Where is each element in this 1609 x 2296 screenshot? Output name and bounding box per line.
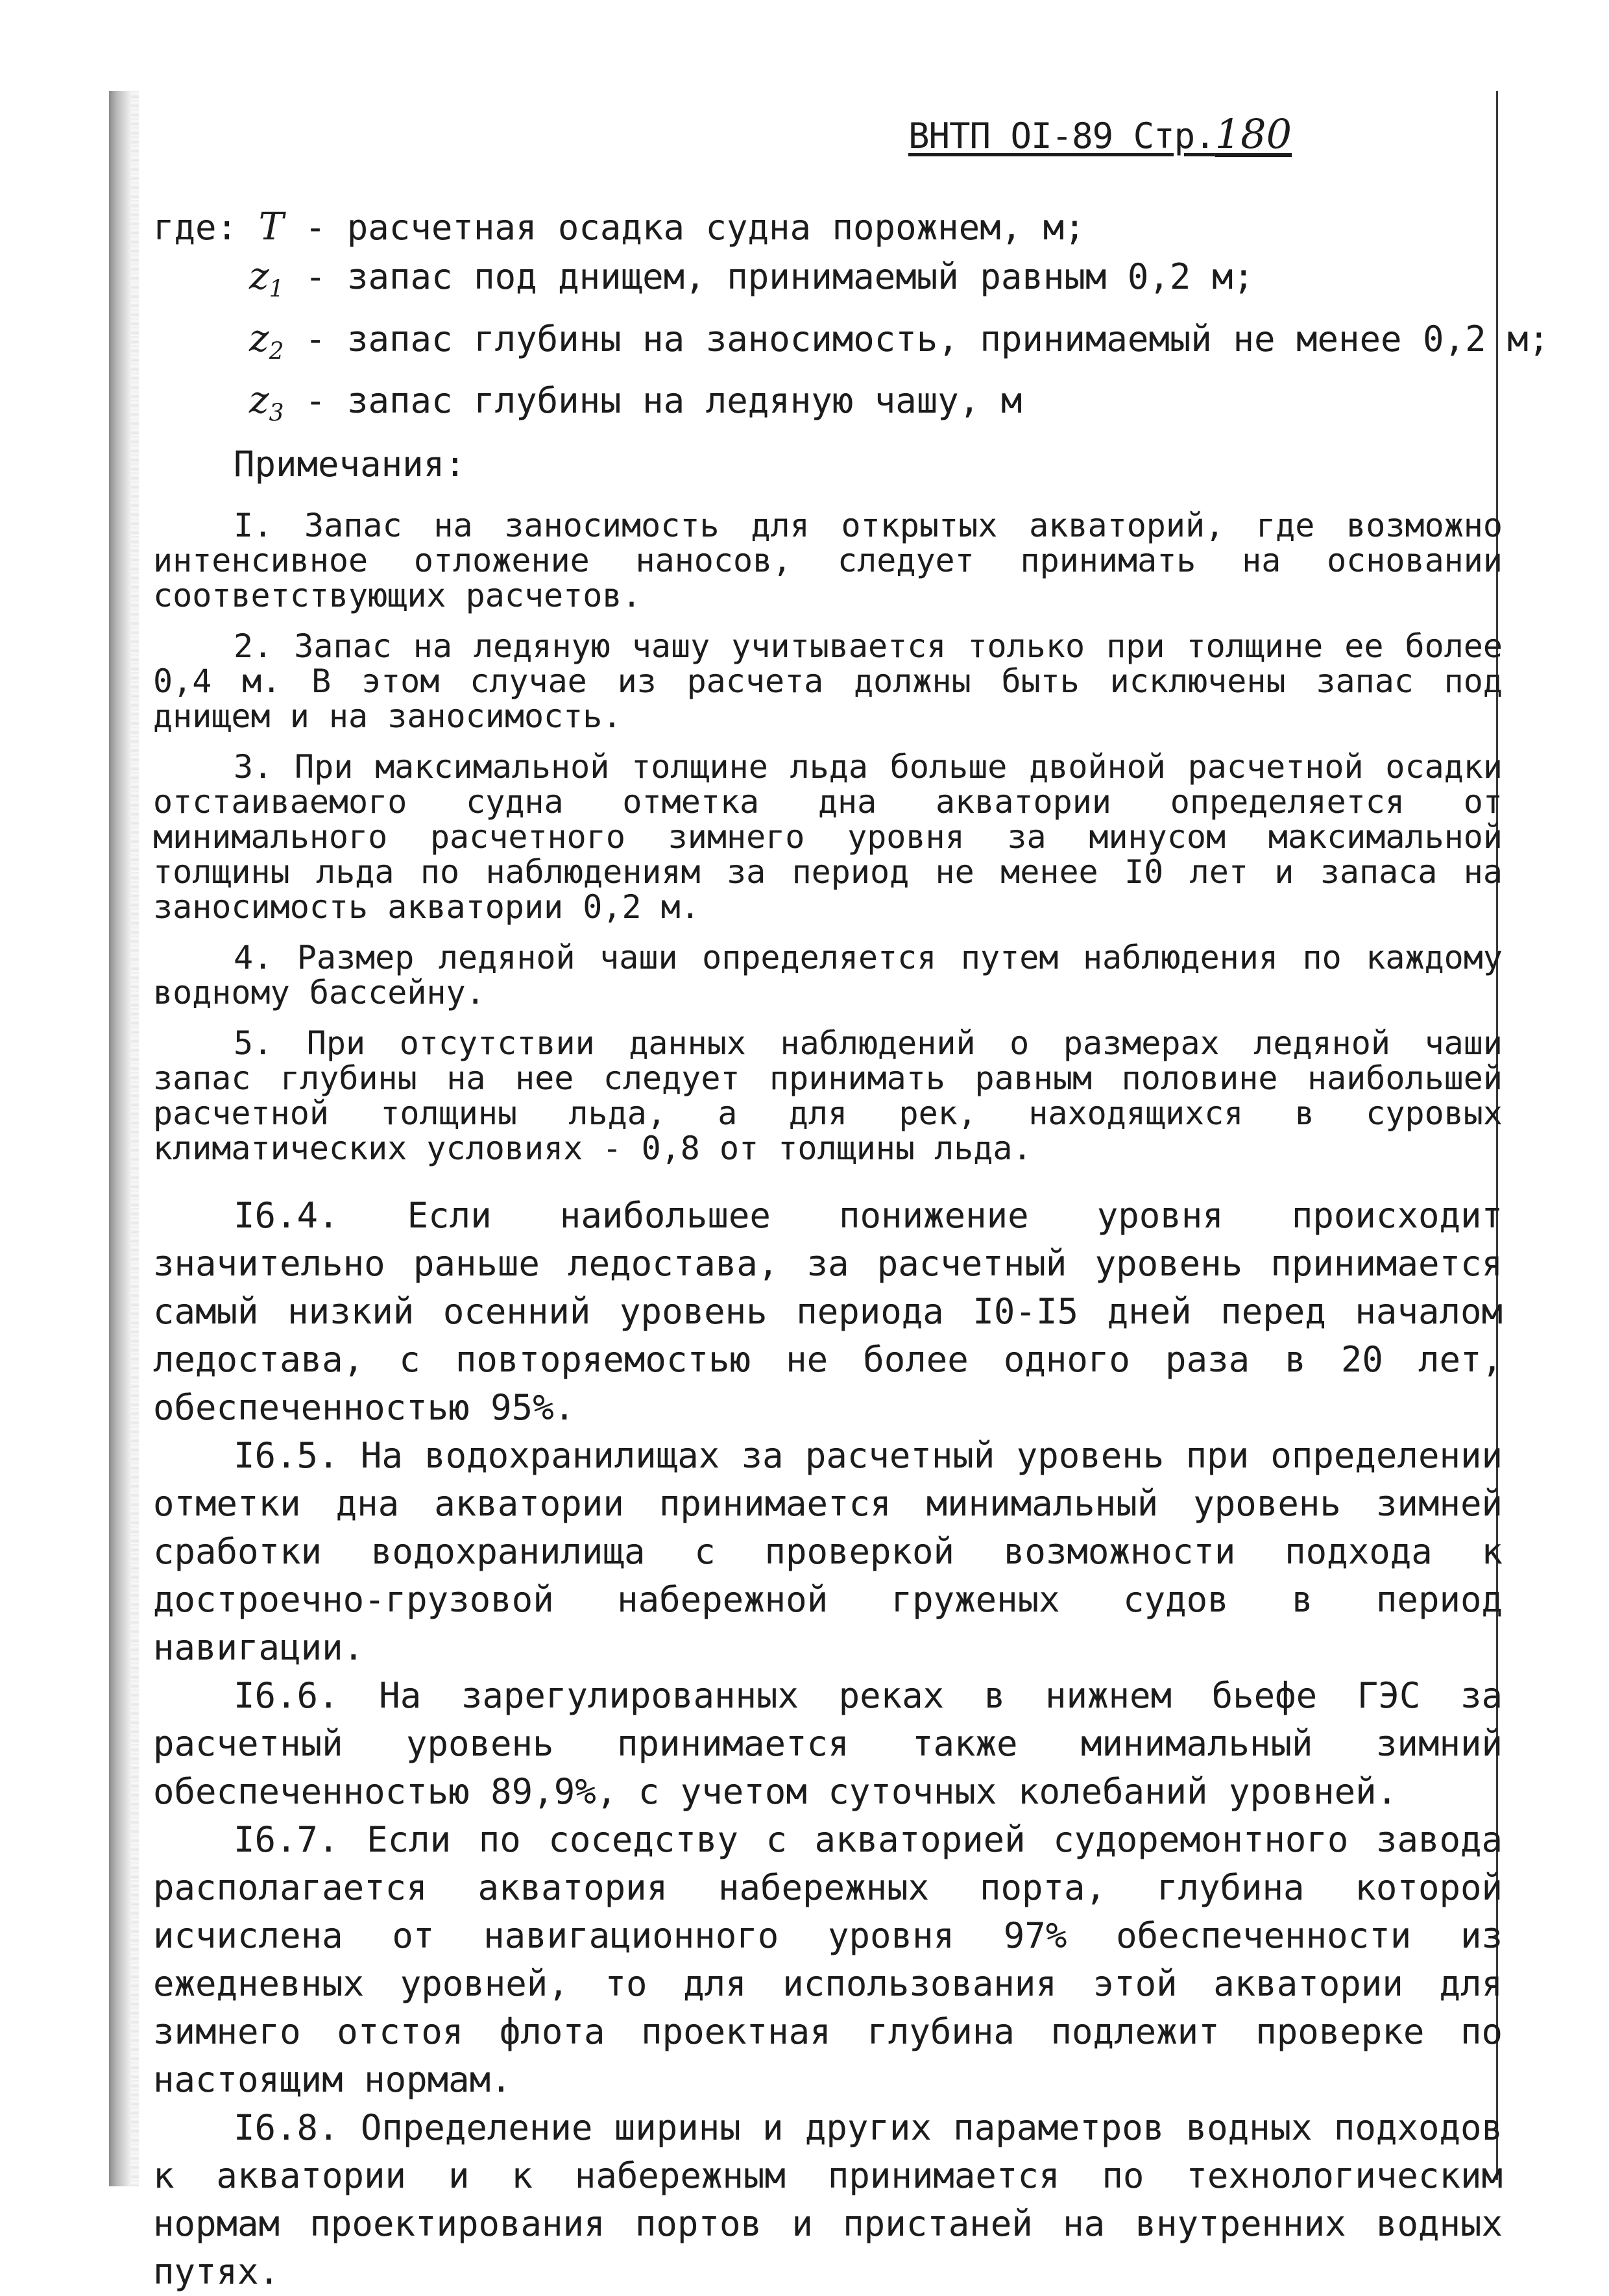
legend-symbol: $z_2$ [249, 315, 284, 365]
legend-symbol: $z_1$ [249, 254, 284, 303]
scan-binding-edge [109, 91, 131, 2186]
document-code: ВНТП ОI-89 Стр. [908, 115, 1215, 156]
legend-symbol: $z_3$ [249, 378, 284, 427]
note-item: 5. При отсутствии данных наблюдений о размерах ледяной чаши запас глубины на нее следует принимать равным половине наибольшей расчетной толщины льда, а для рек, находящихся в суровых климатических условиях - 0,8 от толщины льда. [153, 1024, 1503, 1167]
legend-subscript: 2 [269, 338, 284, 365]
clause-16-6: I6.6. На зарегулированных реках в нижнем бьефе ГЭС за расчетный уровень принимается также минимальный зимний обеспеченностью 89,9%, с учетом суточных колебаний уровней. [153, 1674, 1503, 1812]
legend-text: - запас глубины на ледяную чашу, м [304, 380, 1022, 422]
page-content [153, 202, 1550, 2296]
legend-text: - запас глубины на заносимость, принимаемый не менее 0,2 м; [304, 318, 1550, 359]
legend-row [153, 376, 1503, 438]
note-item: I. Запас на заносимость для открытых акваторий, где возможно интенсивное отложение наносов, следует принимать на основании соответствующих расчетов. [153, 506, 1503, 614]
notes-label: Примечания: [234, 443, 466, 485]
legend-intro: где: [153, 207, 238, 248]
legend-row [153, 252, 1503, 314]
note-item: 4. Размер ледяной чаши определяется путем наблюдения по каждому водному бассейну. [153, 938, 1503, 1011]
clause-16-7: I6.7. Если по соседству с акваторией судоремонтного завода располагается акватория набережных порта, глубина которой исчислена от навигационного уровня 97% обеспеченности из ежедневных уровней, то для использования этой акватории для зимнего отстоя флота проектная глубина подлежит проверке по настоящим нормам. [153, 1819, 1503, 2100]
note-item: 3. При максимальной толщине льда больше двойной расчетной осадки отстаиваемого судна отметка дна акватории определяется от минимального расчетного зимнего уровня за минусом максимальной толщины льда по наблюдениям за период не менее I0 лет и запаса на заносимость акватории 0,2 м. [153, 747, 1503, 926]
page-header [908, 110, 1310, 158]
formula-legend [153, 202, 1550, 438]
clause-16-5: I6.5. На водохранилищах за расчетный уровень при определении отметки дна акватории принимается минимальный уровень зимней сработки водохранилища с проверкой возможности подхода к достроечно-грузовой набережной груженых судов в период навигации. [153, 1434, 1503, 1668]
clause-16-4: I6.4. Если наибольшее понижение уровня происходит значительно раньше ледостава, за расчетный уровень принимается самый низкий осенний уровень периода I0-I5 дней перед началом ледостава, с повторяемостью не более одного раза в 20 лет, обеспеченностью 95%. [153, 1194, 1503, 1428]
legend-row [153, 202, 1503, 252]
legend-subscript: 1 [269, 276, 284, 303]
legend-subscript: 3 [269, 400, 284, 427]
clause-16-8: I6.8. Определение ширины и других параметров водных подходов к акватории и к набережным принимается по технологическим нормам проектирования портов и пристаней на внутренних водных путях. [153, 2107, 1503, 2292]
legend-row [153, 314, 1550, 376]
note-item: 2. Запас на ледяную чашу учитывается только при толщине ее более 0,4 м. В этом случае из расчета должны быть исключены запас под днищем и на заносимость. [153, 627, 1503, 735]
legend-text: - расчетная осадка судна порожнем, м; [304, 207, 1085, 248]
legend-text: - запас под днищем, принимаемый равным 0,2 м; [304, 256, 1254, 297]
page-number: 180 [1215, 110, 1292, 158]
legend-symbol: T [258, 204, 284, 248]
